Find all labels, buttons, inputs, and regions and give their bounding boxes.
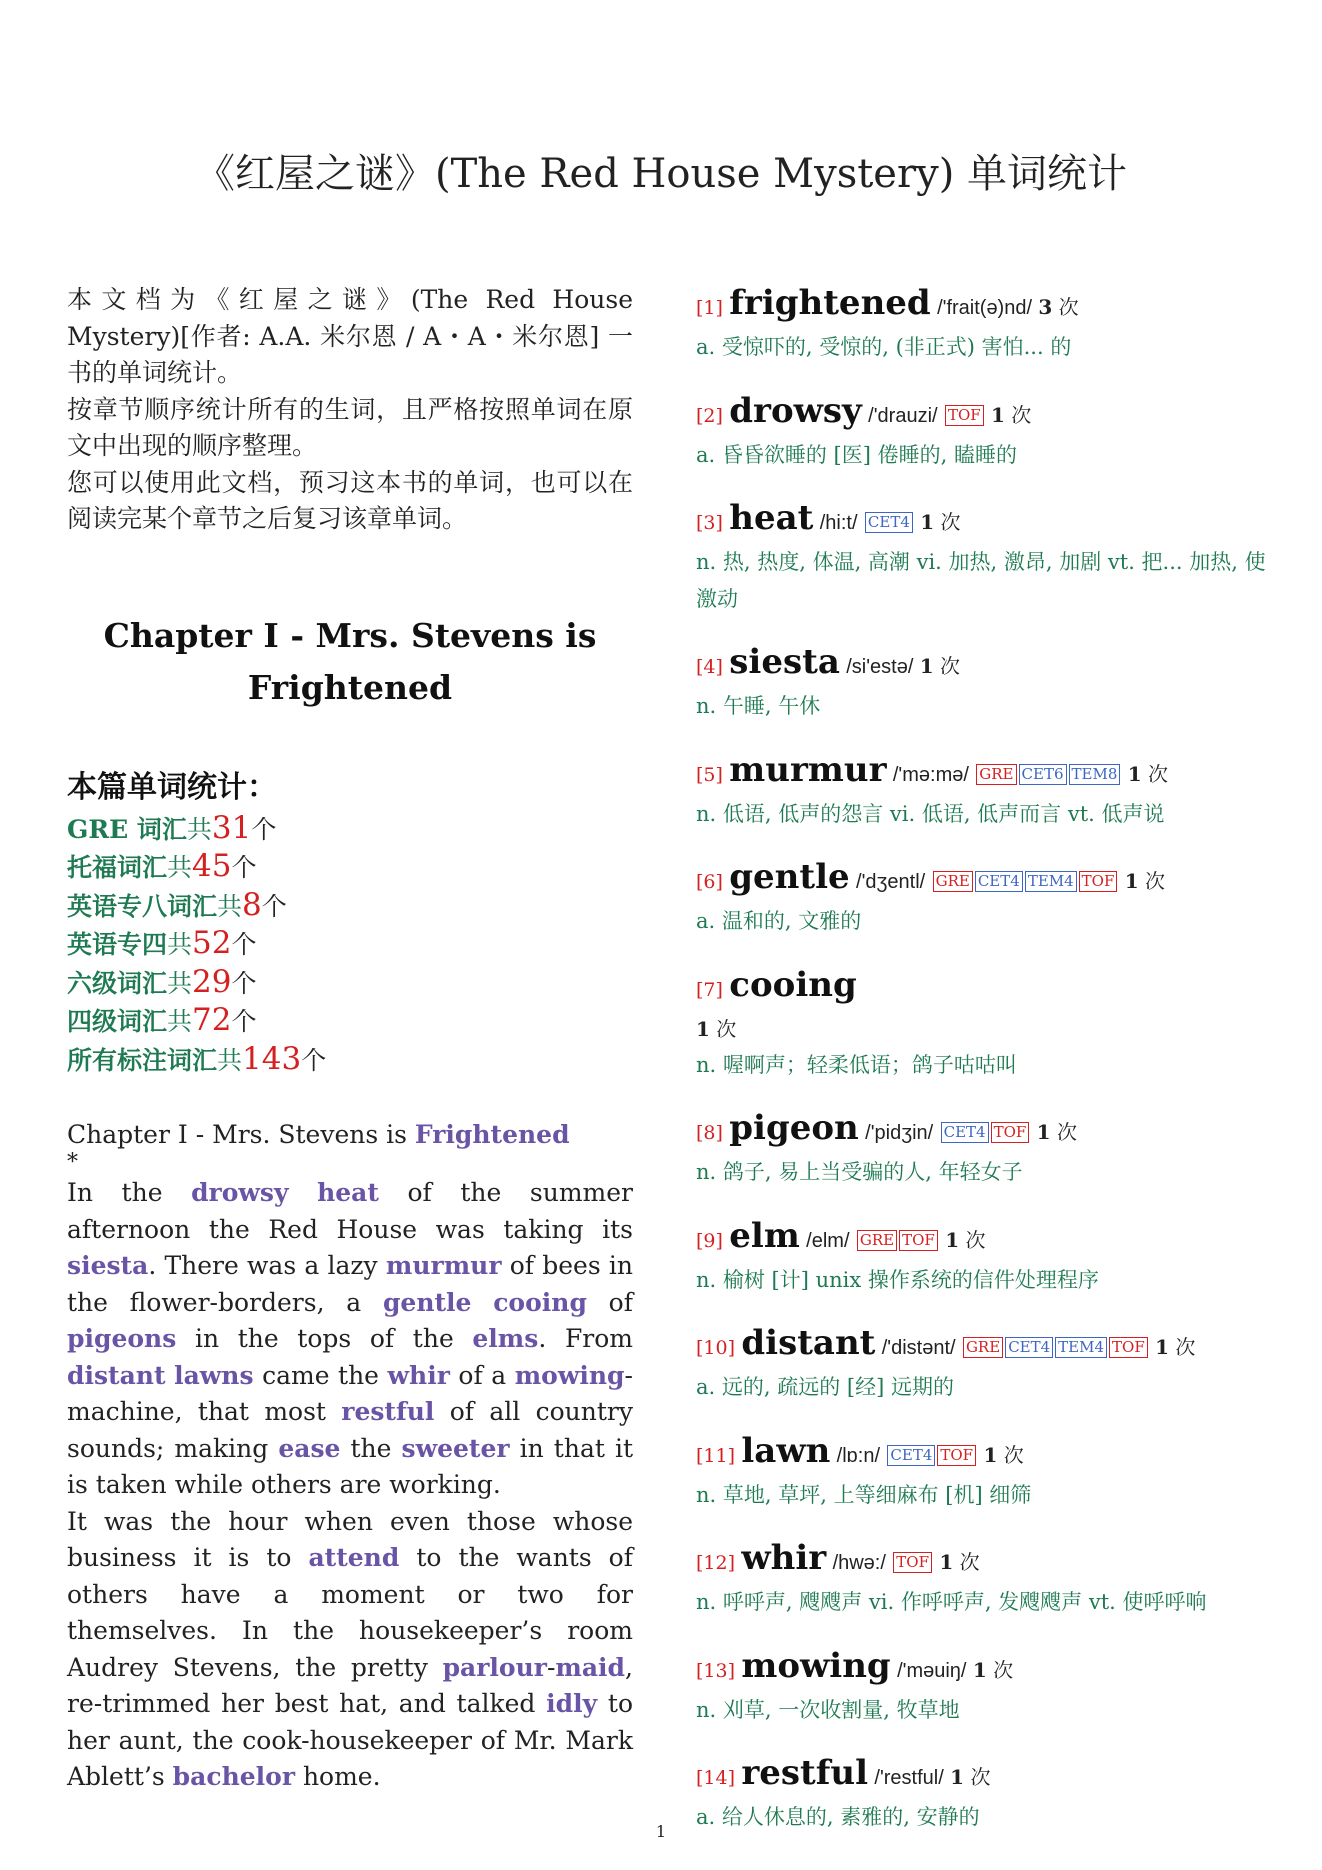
entry-count-unit: 次: [1145, 869, 1166, 893]
entry-phonetic: /'məuiŋ/: [897, 1659, 967, 1682]
exam-tag-badge: GRE: [933, 871, 973, 892]
stat-line: [67, 925, 633, 964]
entry-count: [973, 1658, 1013, 1682]
exam-tag-badge: CET4: [865, 512, 913, 533]
vocab-word-link[interactable]: distant: [67, 1360, 166, 1390]
entry-count-number: 1: [939, 1550, 954, 1574]
stat-count: 52: [192, 925, 232, 961]
stat-line: [67, 848, 633, 887]
vocab-entry: [696, 1322, 1286, 1406]
entry-definition: a. 给人休息的, 素雅的, 安静的: [696, 1805, 980, 1829]
entry-count-line: [696, 1011, 1286, 1047]
vocab-word-link[interactable]: murmur: [385, 1251, 502, 1280]
entry-index: [1]: [696, 297, 723, 319]
passage-text: of: [586, 1287, 633, 1317]
entry-count: [945, 1228, 985, 1252]
page-title: 《红屋之谜》(The Red House Mystery) 单词统计: [194, 151, 1128, 197]
entry-phonetic: /'restful/: [874, 1767, 944, 1789]
exam-tag-badge: TOF: [1079, 871, 1118, 892]
passage-text: [471, 1288, 493, 1317]
vocab-word-link[interactable]: lawns: [174, 1360, 254, 1390]
vocab-word-link[interactable]: bachelor: [172, 1762, 295, 1791]
entry-phonetic: /hi:t/: [819, 512, 858, 534]
vocab-list: [696, 282, 1286, 1860]
passage-text: In the: [67, 1178, 192, 1207]
entry-head: [696, 282, 1286, 329]
entry-phonetic: /hwə:/: [832, 1552, 886, 1574]
vocab-word-link[interactable]: siesta: [67, 1251, 149, 1280]
entry-word: heat: [729, 498, 814, 538]
stat-unit: 个: [231, 968, 257, 998]
exam-tag-badge: TOF: [1109, 1337, 1148, 1358]
exam-tag-badge: CET4: [941, 1122, 989, 1143]
passage-text: of the summer afternoon the Red House was taking its: [67, 1178, 633, 1244]
entry-definition: n. 热, 热度, 体温, 高潮 vi. 加热, 激昂, 加剧 vt. 把... 加热, 使激动: [696, 550, 1266, 611]
entry-count: [1037, 1120, 1077, 1144]
vocab-word-link[interactable]: heat: [317, 1178, 379, 1207]
exam-tag-badge: CET4: [1005, 1337, 1053, 1358]
vocab-word-link[interactable]: elms: [472, 1324, 539, 1353]
entry-index: [14]: [696, 1767, 736, 1789]
vocab-word-link[interactable]: cooing: [493, 1287, 587, 1317]
entry-count-unit: 次: [940, 510, 961, 534]
entry-definition: n. 低语, 低声的怨言 vi. 低语, 低声而言 vt. 低声说: [696, 801, 1165, 826]
passage-text: to the wants of others have a moment or two for themselves. In the housekeeper’s room Audrey Stevens, the pretty: [67, 1543, 633, 1682]
passage: [67, 1175, 633, 1796]
passage-paragraph: [67, 1504, 633, 1796]
entry-count: [1128, 762, 1168, 786]
entry-count-number: 1: [1127, 761, 1142, 786]
entry-count: [696, 1017, 736, 1041]
chapter-line-highlight[interactable]: Frightened: [414, 1120, 570, 1149]
stat-count: 72: [192, 1002, 232, 1038]
entry-word: cooing: [729, 964, 857, 1005]
entry-count-number: 1: [1036, 1120, 1051, 1144]
entry-head: [696, 1752, 1286, 1799]
entry-word: murmur: [729, 749, 887, 790]
entry-count: [950, 1765, 990, 1789]
entry-count-number: 1: [945, 1227, 960, 1252]
entry-word: frightened: [729, 283, 931, 323]
exam-tag-badge: TOF: [991, 1122, 1030, 1143]
entry-head: [696, 641, 1286, 688]
vocab-entry: [696, 390, 1286, 474]
entry-definition: n. 喔啊声；轻柔低语；鸽子咕咕叫: [696, 1052, 1017, 1077]
vocab-entry: [696, 964, 1286, 1084]
entry-index: [12]: [696, 1552, 736, 1574]
entry-definition: a. 远的, 疏远的 [经] 远期的: [696, 1375, 954, 1399]
passage-text: of all country sounds; making: [67, 1397, 633, 1463]
entry-count: [920, 510, 960, 534]
entry-definition: a. 温和的, 文雅的: [696, 909, 862, 933]
vocab-word-link[interactable]: mowing: [514, 1360, 625, 1390]
stat-count: 31: [211, 809, 252, 846]
stats-list: [67, 810, 633, 1080]
stat-mid: 共: [167, 930, 193, 959]
stat-unit: 个: [231, 930, 257, 959]
vocab-word-link[interactable]: sweeter: [401, 1433, 510, 1463]
vocab-entry: [696, 1430, 1286, 1514]
entry-phonetic: /'mə:mə/: [892, 763, 969, 786]
entry-count: [1155, 1335, 1195, 1359]
entry-count-number: 1: [991, 402, 1005, 427]
stat-count: 29: [192, 963, 232, 1000]
passage-text: in the tops of the: [176, 1324, 473, 1353]
entry-phonetic: /elm/: [806, 1229, 850, 1252]
stat-mid: 共: [167, 1007, 193, 1036]
passage-text: It was the hour when even those whose business it is to: [67, 1506, 633, 1572]
passage-text: [166, 1361, 175, 1390]
passage-text: came the: [253, 1360, 388, 1390]
left-column: [67, 282, 633, 1796]
stat-line: [67, 887, 633, 926]
entry-count: [939, 1550, 979, 1574]
exam-tag-badge: CET6: [1019, 764, 1067, 785]
vocab-entry: [696, 1107, 1286, 1191]
stat-label: 四级词汇: [67, 1007, 168, 1036]
entry-head: [696, 497, 1286, 544]
entry-phonetic: /'dʒentl/: [856, 871, 926, 893]
vocab-word-link[interactable]: idly: [546, 1689, 598, 1718]
entry-count-unit: 次: [959, 1550, 980, 1574]
entry-index: [7]: [696, 978, 723, 1001]
entry-word: mowing: [741, 1645, 891, 1686]
entry-definition: n. 鸽子, 易上当受骗的人, 年轻女子: [696, 1160, 1023, 1184]
stat-label: 英语专四: [67, 930, 168, 959]
vocab-entry: [696, 749, 1286, 833]
entry-count: [983, 1443, 1023, 1467]
passage-text: [289, 1178, 318, 1207]
entry-count-unit: 次: [1058, 295, 1079, 319]
stat-mid: 共: [167, 853, 193, 882]
vocab-entry: [696, 1537, 1286, 1621]
entry-head: [696, 1645, 1286, 1692]
passage-text: . There was a lazy: [148, 1251, 386, 1280]
entry-count: [920, 654, 960, 678]
vocab-word-link[interactable]: attend: [308, 1543, 400, 1572]
stat-label: 所有标注词汇: [67, 1045, 218, 1075]
entry-phonetic: /'frait(ə)nd/: [937, 297, 1033, 319]
entry-phonetic: /'drauzi/: [868, 404, 938, 427]
vocab-word-link[interactable]: pigeons: [67, 1324, 177, 1353]
vocab-word-link[interactable]: gentle: [382, 1287, 472, 1317]
entry-word: lawn: [741, 1430, 831, 1471]
stat-line: [67, 964, 633, 1003]
entry-count-unit: 次: [965, 1227, 986, 1252]
entry-head: [696, 1107, 1286, 1154]
entry-count-number: 1: [972, 1657, 987, 1682]
entry-count-number: 1: [920, 510, 935, 534]
entry-head: [696, 390, 1286, 437]
passage-text: . From: [538, 1324, 633, 1353]
entry-head: [696, 856, 1286, 903]
stat-mid: 共: [186, 814, 212, 844]
vocab-word-link[interactable]: parlour: [442, 1652, 547, 1682]
exam-tag-badge: GRE: [857, 1230, 897, 1251]
entry-count: [1038, 295, 1078, 319]
exam-tag-badge: TOF: [945, 405, 984, 426]
exam-tag-badge: GRE: [963, 1337, 1003, 1358]
vocab-entry: [696, 1645, 1286, 1729]
exam-tag-badge: TEM4: [1025, 871, 1077, 892]
exam-tag-badge: CET4: [975, 871, 1023, 892]
stat-count: 45: [192, 848, 232, 884]
vocab-word-link[interactable]: drowsy: [191, 1178, 289, 1207]
entry-index: [9]: [696, 1229, 723, 1252]
passage-text: , re-trimmed her best hat, and talked: [67, 1652, 633, 1718]
exam-tag-badge: TOF: [893, 1552, 932, 1573]
entry-count-unit: 次: [1056, 1120, 1077, 1144]
stat-line: [67, 1002, 633, 1041]
entry-definition: n. 呼呼声, 飕飕声 vi. 作呼呼声, 发飕飕声 vt. 使呼呼响: [696, 1590, 1207, 1614]
passage-text: -: [546, 1652, 556, 1682]
entry-word: distant: [741, 1323, 876, 1363]
entry-count-unit: 次: [1003, 1442, 1024, 1467]
entry-word: elm: [729, 1215, 800, 1256]
entry-word: whir: [741, 1538, 827, 1578]
passage-text: -machine, that most: [67, 1360, 633, 1426]
passage-text: home.: [295, 1762, 381, 1791]
entry-index: [8]: [696, 1122, 723, 1144]
stat-label: 托福词汇: [67, 853, 168, 882]
stat-line: [67, 810, 633, 849]
entry-word: pigeon: [729, 1108, 859, 1148]
entry-definition: a. 昏昏欲睡的 [医] 倦睡的, 瞌睡的: [696, 442, 1017, 467]
passage-text: of a: [449, 1360, 515, 1390]
entry-definition: n. 榆树 [计] unix 操作系统的信件处理程序: [696, 1267, 1099, 1292]
exam-tag-badge: TOF: [899, 1230, 938, 1251]
stat-unit: 个: [301, 1045, 327, 1075]
entry-count-unit: 次: [716, 1016, 737, 1041]
exam-tag-badge: TEM8: [1069, 764, 1121, 785]
vocab-entry: [696, 856, 1286, 940]
vocab-word-link[interactable]: restful: [341, 1397, 435, 1426]
stat-mid: 共: [167, 968, 193, 998]
entry-phonetic: /'distənt/: [881, 1337, 956, 1359]
entry-word: restful: [741, 1753, 869, 1793]
exam-tag-badge: TEM4: [1055, 1337, 1107, 1358]
entry-count-unit: 次: [940, 654, 961, 678]
chapter-line-prefix: Chapter I - Mrs. Stevens is: [67, 1120, 415, 1149]
entry-count-unit: 次: [1175, 1335, 1196, 1359]
entry-index: [5]: [696, 763, 723, 786]
entry-head: [696, 1430, 1286, 1477]
entry-word: gentle: [729, 857, 850, 897]
stat-unit: 个: [261, 891, 287, 921]
entry-count-number: 1: [1124, 869, 1139, 893]
entry-index: [4]: [696, 656, 723, 678]
entry-index: [2]: [696, 404, 723, 427]
exam-tag-badge: TOF: [937, 1445, 976, 1466]
entry-phonetic: /'pidʒin/: [865, 1122, 934, 1144]
entry-count-number: 1: [983, 1442, 998, 1467]
vocab-word-link[interactable]: maid: [555, 1652, 626, 1682]
entry-phonetic: /lɒ:n/: [836, 1444, 881, 1467]
stats-title: 本篇单词统计：: [67, 769, 277, 805]
entry-word: siesta: [729, 642, 840, 682]
entry-count-number: 1: [1155, 1335, 1170, 1359]
intro-paragraph: 您可以使用此文档，预习这本书的单词，也可以在阅读完某个章节之后复习该章单词。: [67, 467, 633, 533]
entry-count-number: 1: [950, 1765, 965, 1789]
vocab-word-link[interactable]: whir: [387, 1360, 450, 1390]
vocab-entry: [696, 282, 1286, 366]
entry-index: [10]: [696, 1337, 736, 1359]
page-number: 1: [655, 1822, 667, 1841]
passage-paragraph: [67, 1175, 633, 1504]
entry-definition: n. 刈草, 一次收割量, 牧草地: [696, 1697, 960, 1722]
intro-paragraph: 按章节顺序统计所有的生词，且严格按照单词在原文中出现的顺序整理。: [67, 394, 633, 460]
entry-index: [11]: [696, 1444, 736, 1467]
entry-count: [1125, 869, 1165, 893]
stat-line: [67, 1041, 633, 1080]
stat-unit: 个: [251, 814, 277, 844]
intro: [67, 282, 633, 538]
entry-count-unit: 次: [1011, 402, 1032, 427]
separator: *: [67, 1150, 78, 1175]
entry-count-unit: 次: [1148, 761, 1168, 786]
chapter-line: [67, 1119, 633, 1151]
stat-mid: 共: [217, 891, 243, 921]
chapter-heading: Chapter I - Mrs. Stevens is Frightened: [103, 615, 597, 707]
entry-definition: a. 受惊吓的, 受惊的, (非正式) 害怕... 的: [696, 335, 1072, 359]
vocab-entry: [696, 497, 1286, 617]
entry-word: drowsy: [729, 390, 862, 431]
entry-definition: n. 午睡, 午休: [696, 694, 821, 718]
stat-mid: 共: [217, 1045, 243, 1075]
entry-phonetic: /si'estə/: [846, 656, 914, 678]
stat-label: 六级词汇: [67, 968, 168, 998]
stat-label: GRE 词汇: [67, 814, 187, 844]
stat-count: 143: [242, 1040, 302, 1077]
entry-count-number: 3: [1038, 295, 1053, 319]
entry-count-unit: 次: [993, 1657, 1014, 1682]
stat-unit: 个: [231, 853, 257, 882]
entry-index: [13]: [696, 1659, 736, 1682]
exam-tag-badge: CET4: [887, 1445, 935, 1466]
entry-index: [3]: [696, 512, 723, 534]
entry-head: [696, 749, 1286, 796]
entry-count-number: 1: [696, 1016, 710, 1041]
passage-text: in that it is taken while others are working.: [67, 1433, 634, 1499]
entry-count-number: 1: [919, 654, 934, 678]
entry-head: [696, 1537, 1286, 1584]
intro-paragraph: 本文档为《红屋之谜》(The Red House Mystery)[作者: A.A. 米尔恩 / A・A・米尔恩] 一书的单词统计。: [67, 285, 633, 387]
stat-unit: 个: [231, 1007, 257, 1036]
exam-tag-badge: GRE: [976, 764, 1016, 785]
entry-index: [6]: [696, 871, 723, 893]
stat-count: 8: [242, 886, 262, 923]
entry-head: [696, 964, 1286, 1011]
entry-count-unit: 次: [970, 1765, 991, 1789]
entry-count: [991, 403, 1031, 427]
entry-head: [696, 1215, 1286, 1262]
stat-label: 英语专八词汇: [67, 891, 218, 921]
passage-text: of bees in the flower-borders, a: [67, 1251, 633, 1317]
passage-text: to her aunt, the cook-housekeeper of Mr. Mark Ablett’s: [67, 1689, 634, 1791]
passage-text: the: [340, 1433, 402, 1463]
vocab-entry: [696, 641, 1286, 725]
vocab-entry: [696, 1215, 1286, 1299]
vocab-word-link[interactable]: ease: [278, 1433, 341, 1463]
entry-head: [696, 1322, 1286, 1369]
entry-definition: n. 草地, 草坪, 上等细麻布 [机] 细筛: [696, 1482, 1032, 1507]
